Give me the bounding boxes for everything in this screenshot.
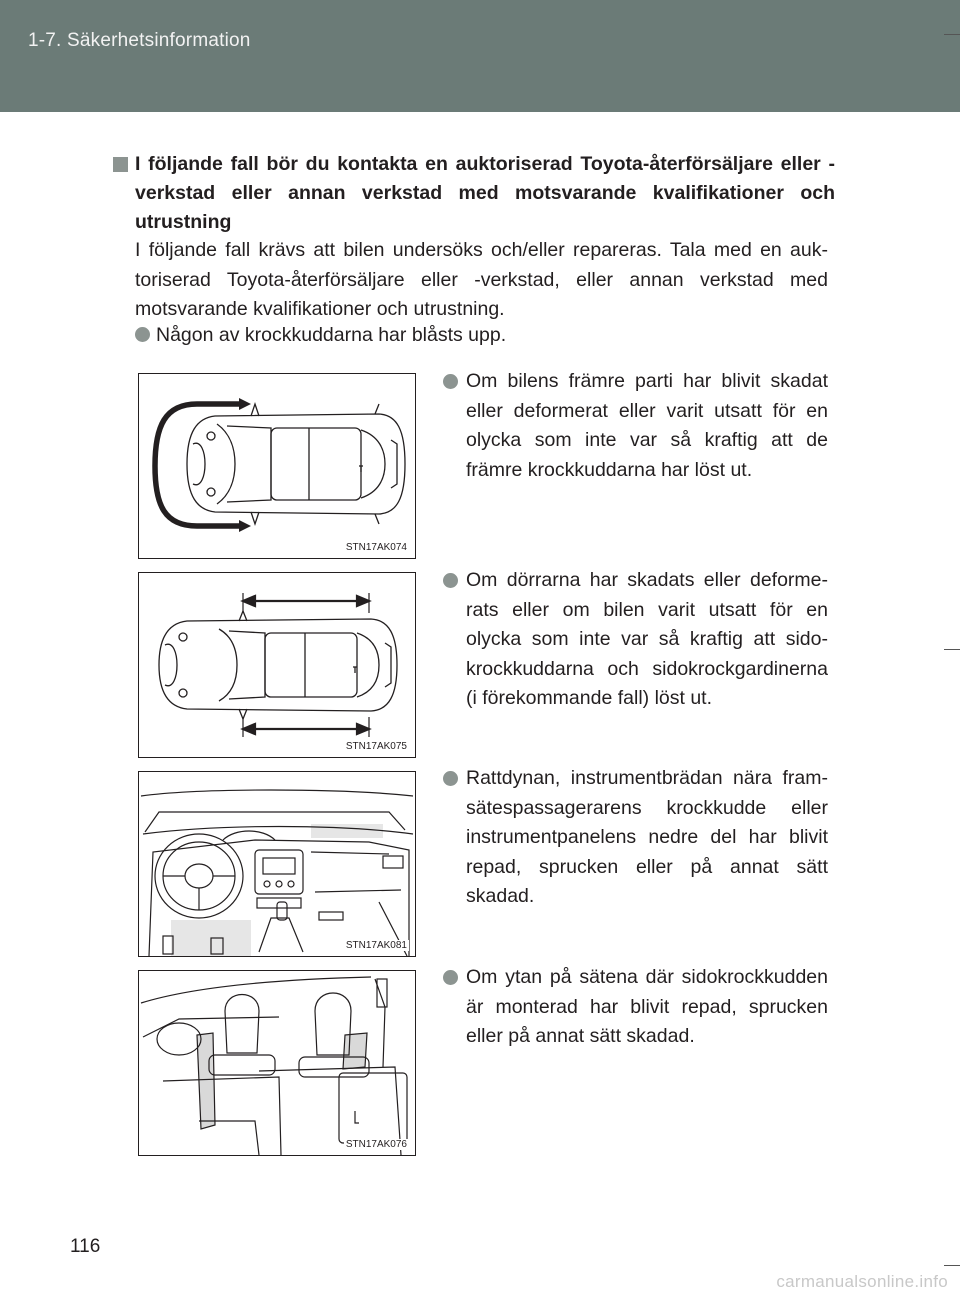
bullet-dot-icon bbox=[443, 771, 458, 786]
car-top-view-side-illustration bbox=[139, 573, 415, 757]
main-bullet: Någon av krockkuddarna har blåsts upp. bbox=[135, 321, 506, 350]
car-top-view-front-illustration bbox=[139, 374, 415, 558]
section-title: 1-7. Säkerhetsinformation bbox=[28, 30, 251, 51]
figure-seats bbox=[138, 970, 416, 1156]
dashboard-illustration bbox=[139, 772, 415, 956]
figure-dashboard bbox=[138, 771, 416, 957]
crop-mark bbox=[944, 649, 960, 650]
item-door-damage: Om dörrarna har skadats eller deforme-rats eller om bilen varit utsatt för en olycka som inte var så kraftig att sido-krockkuddarna och sidokrockgardinerna (i förekommande fall) löst ut. bbox=[443, 566, 828, 714]
seats-interior-illustration bbox=[139, 971, 415, 1155]
bullet-dot-icon bbox=[443, 970, 458, 985]
figure-code: STN17AK074 bbox=[345, 542, 407, 553]
page-number: 116 bbox=[70, 1236, 101, 1257]
figure-code: STN17AK081 bbox=[345, 940, 407, 951]
bullet-dot-icon bbox=[443, 573, 458, 588]
heading-square-icon bbox=[113, 157, 128, 172]
figure-code: STN17AK076 bbox=[345, 1139, 407, 1150]
watermark: carmanualsonline.info bbox=[776, 1272, 948, 1291]
intro-paragraph: I följande fall krävs att bilen undersöks och/eller repareras. Tala med en auk-toriserad Toyota-återförsäljare eller -verkstad, eller annan verkstad med motsvarande kvalifikationer och utrustning. bbox=[135, 239, 828, 320]
section-heading: I följande fall bör du kontakta en auktoriserad Toyota-återförsäljare eller -verkstad eller annan verkstad med motsvarande kvalifikationer och utrustning bbox=[113, 150, 835, 237]
bullet-dot-icon bbox=[135, 327, 150, 342]
item-seat-damage: Om ytan på sätena där sidokrockkudden är monterad har blivit repad, sprucken eller på annat sätt skadad. bbox=[443, 963, 828, 1052]
page-header bbox=[0, 0, 960, 112]
item-front-damage: Om bilens främre parti har blivit skadat eller deformerat eller varit utsatt för en olycka som inte var så kraftig att de främre krockkuddarna har löst ut. bbox=[443, 367, 828, 485]
figure-front-damage bbox=[138, 373, 416, 559]
bullet-dot-icon bbox=[443, 374, 458, 389]
crop-mark bbox=[944, 1265, 960, 1266]
figure-side-damage bbox=[138, 572, 416, 758]
crop-mark bbox=[944, 34, 960, 35]
figure-code: STN17AK075 bbox=[345, 741, 407, 752]
item-dashboard-damage: Rattdynan, instrumentbrädan nära fram-sätespassagerarens krockkudde eller instrumentpanelens nedre del har blivit repad, sprucken eller på annat sätt skadad. bbox=[443, 764, 828, 912]
